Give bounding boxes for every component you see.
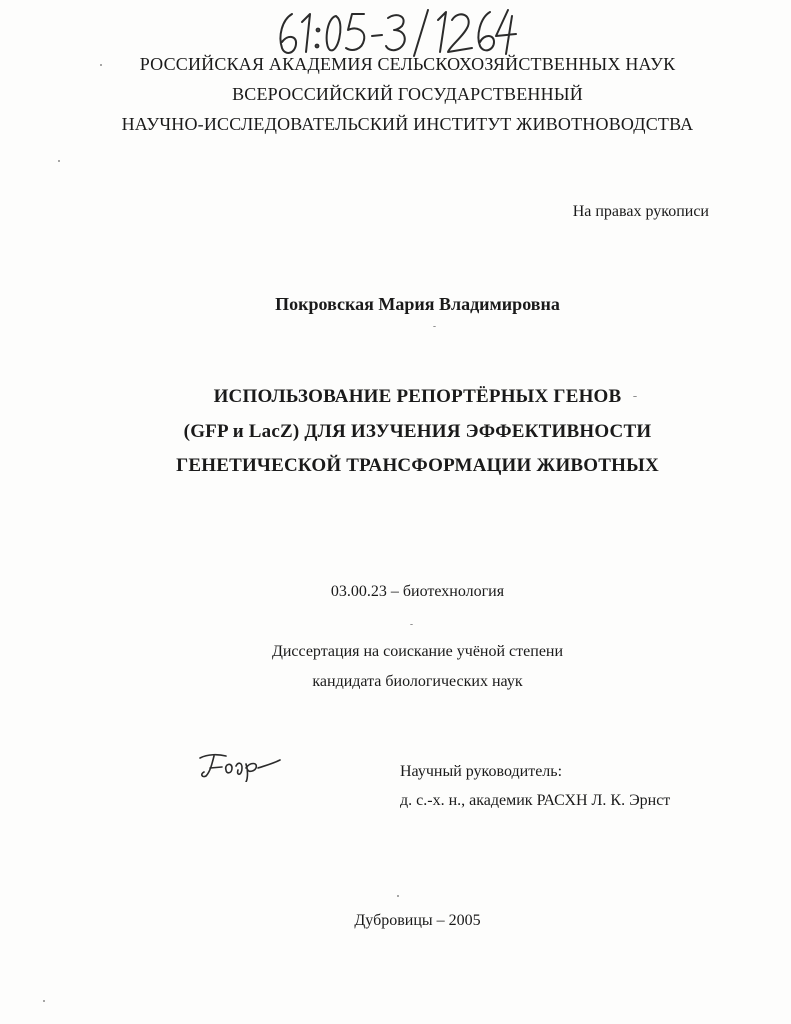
signature-drawing	[196, 748, 282, 782]
specialty-code: 03.00.23 – биотехнология	[330, 583, 505, 600]
institution-line-2: ВСЕРОССИЙСКИЙ ГОСУДАРСТВЕННЫЙ	[232, 84, 583, 104]
scan-speck	[43, 1000, 45, 1002]
scan-speck	[58, 160, 60, 162]
scan-speck	[410, 624, 413, 625]
title-line-1: ИСПОЛЬЗОВАНИЕ РЕПОРТЁРНЫХ ГЕНОВ	[213, 386, 622, 407]
archive-number-drawing	[268, 6, 518, 58]
dissertation-line-2: кандидата биологических наук	[312, 673, 523, 690]
handwritten-archive-number	[268, 6, 518, 58]
scan-speck	[633, 396, 637, 397]
scan-speck	[433, 326, 436, 327]
institution-line-3: НАУЧНО-ИССЛЕДОВАТЕЛЬСКИЙ ИНСТИТУТ ЖИВОТНОВОДСТВА	[121, 114, 694, 134]
supervisor-name: д. с.-х. н., академик РАСХН Л. К. Эрнст	[400, 792, 671, 809]
handwritten-signature	[196, 748, 282, 782]
institution-line-1: РОССИЙСКАЯ АКАДЕМИЯ СЕЛЬСКОХОЗЯЙСТВЕННЫХ НАУК	[139, 54, 676, 74]
author-name: Покровская Мария Владимировна	[275, 294, 560, 314]
dissertation-line-1: Диссертация на соискание учёной степени	[271, 643, 564, 660]
place-and-year: Дубровицы – 2005	[354, 912, 481, 929]
title-line-3: ГЕНЕТИЧЕСКОЙ ТРАНСФОРМАЦИИ ЖИВОТНЫХ	[176, 455, 659, 476]
scan-speck	[397, 895, 399, 897]
rights-note: На правах рукописи	[572, 203, 709, 220]
supervisor-label: Научный руководитель:	[400, 763, 563, 780]
title-line-2: (GFP и LacZ) ДЛЯ ИЗУЧЕНИЯ ЭФФЕКТИВНОСТИ	[183, 421, 652, 442]
scan-speck	[100, 64, 102, 66]
